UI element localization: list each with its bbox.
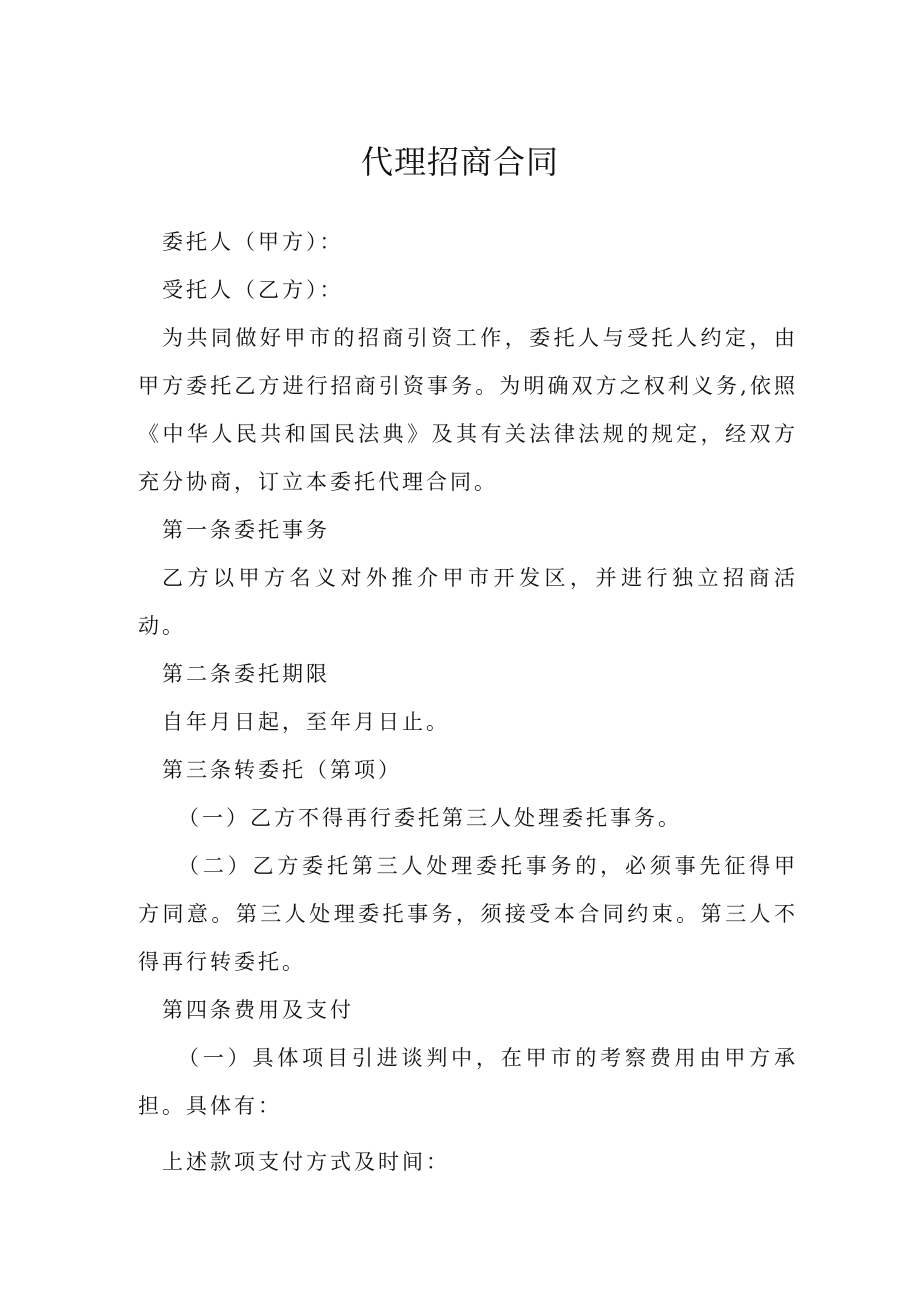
payment-terms-line: 上述款项支付方式及时间： — [162, 1150, 450, 1174]
article-2-heading: 第二条委托期限 — [162, 662, 330, 686]
article-3-heading: 第三条转委托（第项） — [162, 758, 402, 782]
party-a-line: 委托人（甲方）： — [162, 230, 344, 254]
article-4-item-1: （一）具体项目引进谈判中，在甲市的考察费用由甲方承担。具体有： — [138, 1046, 798, 1118]
party-b-line: 受托人（乙方）： — [162, 278, 344, 302]
article-2-text: 自年月日起，至年月日止。 — [162, 710, 450, 734]
document-body — [138, 218, 798, 1186]
article-3-item-2: （二）乙方委托第三人处理委托事务的，必须事先征得甲方同意。第三人处理委托事务，须接受本合同约束。第三人不得再行转委托。 — [138, 854, 798, 974]
document-title: 代理招商合同 — [360, 143, 559, 181]
article-3-item-1: （一）乙方不得再行委托第三人处理委托事务。 — [178, 806, 682, 830]
article-1-heading: 第一条委托事务 — [162, 518, 330, 542]
article-4-heading: 第四条费用及支付 — [162, 998, 354, 1022]
article-1-text: 乙方以甲方名义对外推介甲市开发区，并进行独立招商活动。 — [138, 566, 798, 638]
preamble-paragraph: 为共同做好甲市的招商引资工作，委托人与受托人约定，由甲方委托乙方进行招商引资事务。为明确双方之权利义务,依照《中华人民共和国民法典》及其有关法律法规的规定，经双方充分协商，订立本委托代理合同。 — [138, 326, 798, 494]
